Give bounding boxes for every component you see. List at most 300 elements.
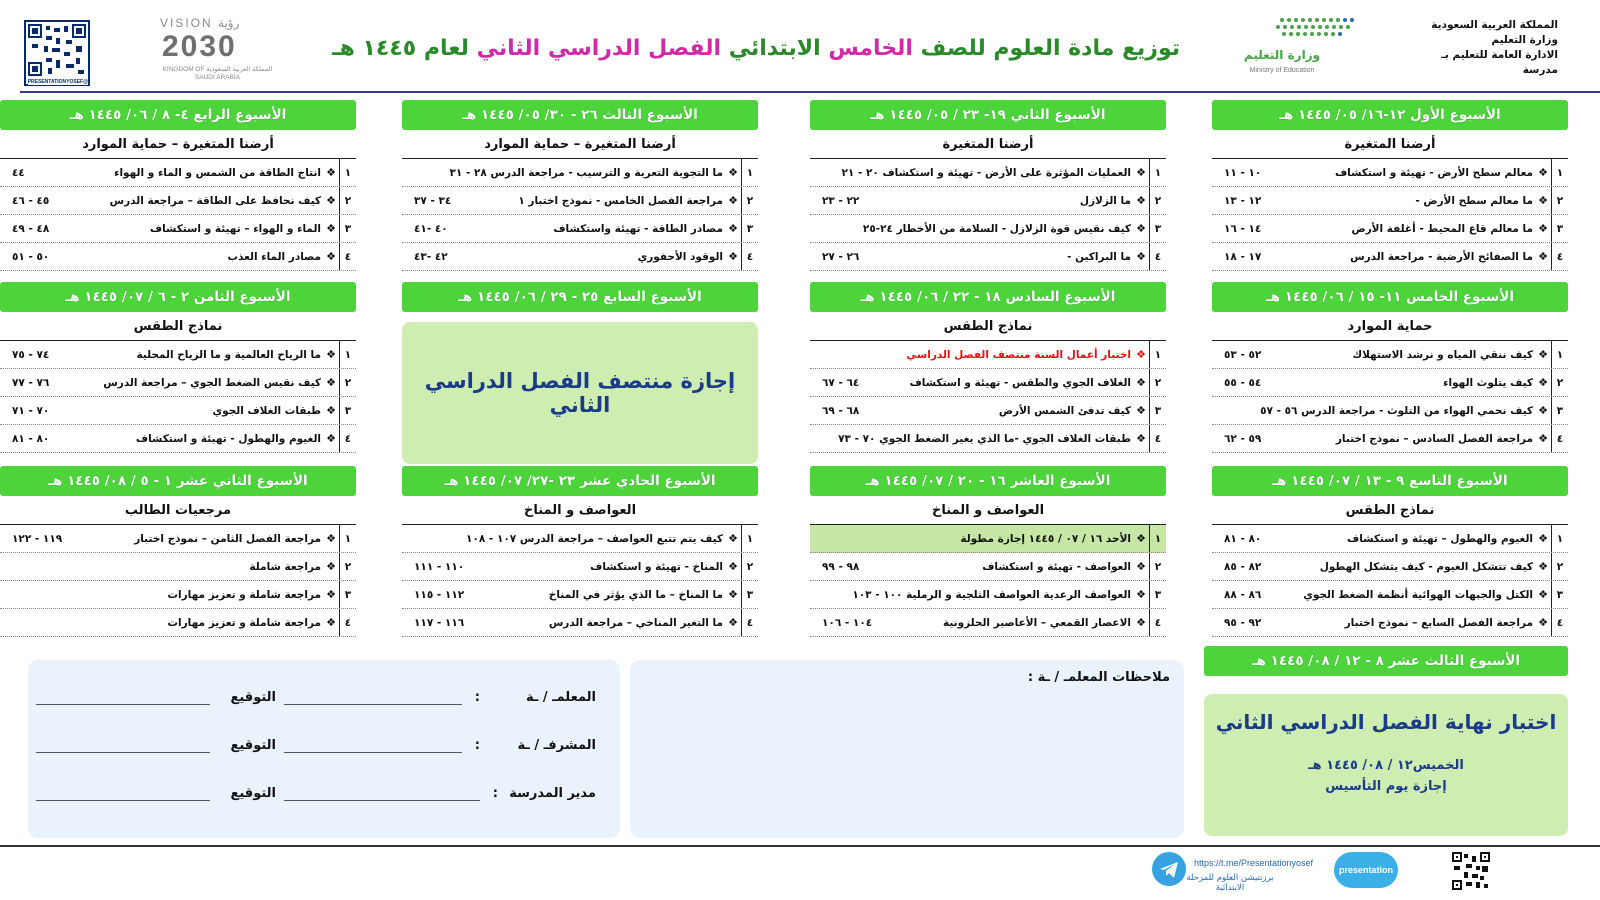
lesson-number: ١ [339,525,356,552]
lesson-row [0,159,356,187]
midterm-break-panel [402,322,758,464]
lesson-number: ٣ [339,215,356,242]
lesson-pages: ١٤ - ١٦ [1224,222,1262,235]
bullet-icon: ❖ [1136,222,1146,235]
lesson-number: ٤ [1551,243,1568,270]
moe-name-en: Ministry of Education [1249,67,1315,74]
lesson-pages: ٣٤ - ٣٧ [414,194,452,207]
lesson-row [1212,341,1568,369]
lesson-title: مصادر الماء العذب [227,250,321,263]
bullet-icon: ❖ [1538,194,1548,207]
lesson-title: ما معالم سطح الأرض - [1415,194,1533,207]
lesson-table [402,524,758,637]
lesson-row [1212,397,1568,425]
lesson-number: ١ [1551,341,1568,368]
week-unit-title: نماذج الطقس [133,319,223,334]
bullet-icon: ❖ [326,376,336,389]
week-unit-title: أرضنا المتغيرة [942,137,1034,152]
signature-role: مدير المدرسة [509,786,596,801]
lesson-pages: ٨٦ - ٨٨ [1224,588,1262,601]
presentation-badge[interactable]: presentation [1334,852,1398,888]
week-unit-title: أرضنا المتغيرة [1344,137,1436,152]
lesson-row [402,159,758,187]
lesson-title: معالم سطح الأرض - تهيئة و استكشاف [1334,166,1533,179]
lesson-pages: ٨٠ - ٨١ [1224,532,1262,545]
bullet-icon: ❖ [1136,250,1146,263]
bullet-icon: ❖ [1538,348,1548,361]
signature-field[interactable] [36,752,210,753]
final-exam-note: إجازة يوم التأسيس [1325,779,1447,794]
lesson-pages: ١١٢ - ١١٥ [414,588,465,601]
lesson-title: ما المناخ – ما الذي يؤثر في المناخ [548,588,723,601]
week-header: الأسبوع التاسع ٩ - ١٣ / ٠٧/ ١٤٤٥ هـ [1212,466,1568,496]
lesson-row [810,581,1166,609]
lesson-row [0,243,356,271]
qr-icon [1452,852,1490,890]
bullet-icon: ❖ [1136,376,1146,389]
role-name-field[interactable] [284,800,480,801]
bullet-icon: ❖ [1136,166,1146,179]
week-header: الأسبوع الخامس ١١- ١٥ / ٠٦/ ١٤٤٥ هـ [1212,282,1568,312]
telegram-subtitle: برزنتيشن العلوم للمرحلة الابتدائية [1186,873,1274,893]
bullet-icon: ❖ [1136,560,1146,573]
lesson-title: مراجعة شاملة و تعزيز مهارات [167,588,321,601]
ministry-line: الادارة العامة للتعليم بـ [1441,49,1558,61]
lesson-row [1212,187,1568,215]
lesson-title: ما الزلازل [1079,194,1131,207]
week-card [810,100,1166,271]
lesson-row [0,609,356,637]
bullet-icon: ❖ [1538,222,1548,235]
bullet-icon: ❖ [326,194,336,207]
lesson-title: مراجعة شاملة [249,560,321,573]
signatures-box [28,660,620,838]
lesson-title: العواصف الرعدية العواصف الثلجية و الرملية ١٠٠ - ١٠٣ [852,588,1131,601]
lesson-pages: ١٠٤ - ١٠٦ [822,616,873,629]
lesson-row [402,243,758,271]
lesson-title: الاعصار القمعي – الأعاصير الحلزونية [942,616,1131,629]
ministry-logo [1232,14,1362,80]
qr-caption: @PRESENTATIONYOSEF [27,79,88,85]
lesson-row [402,553,758,581]
lesson-row [1212,609,1568,637]
lesson-row [0,187,356,215]
lesson-row [0,397,356,425]
week-card [402,282,758,312]
lesson-title: طبقات الغلاف الجوي [212,404,321,417]
lesson-pages: ٨٠ - ٨١ [12,432,50,445]
lesson-pages: ٥٢ - ٥٣ [1224,348,1262,361]
bullet-icon: ❖ [326,532,336,545]
teacher-notes-box[interactable] [630,660,1184,838]
telegram-link[interactable]: https://t.me/Presentationyosef [1194,858,1314,868]
final-exam-panel [1204,694,1568,836]
lesson-title: الماء و الهواء – تهيئة و استكشاف [149,222,321,235]
bullet-icon: ❖ [1538,166,1548,179]
bullet-icon: ❖ [1538,404,1548,417]
lesson-pages: ٩٢ - ٩٥ [1224,616,1262,629]
week-header: الأسبوع الثاني ١٩- ٢٣ / ٠٥/ ١٤٤٥ هـ [810,100,1166,130]
title-part: لعام ١٤٤٥ هـ [332,36,477,61]
lesson-number: ٣ [1551,397,1568,424]
lesson-table [1212,158,1568,271]
lesson-row [810,243,1166,271]
lesson-pages: ٦٤ - ٦٧ [822,376,860,389]
lesson-table [0,524,356,637]
lesson-pages: ١١٦ - ١١٧ [414,616,465,629]
lesson-pages: ١٢ - ١٣ [1224,194,1262,207]
lesson-pages: ٨٢ - ٨٥ [1224,560,1262,573]
week-card [810,282,1166,453]
lesson-title: ما البراكين - [1067,250,1131,263]
week-unit-title: أرضنا المتغيرة – حماية الموارد [484,137,676,152]
lesson-row [810,553,1166,581]
bullet-icon: ❖ [1538,588,1548,601]
lesson-number: ٤ [339,609,356,636]
week-card [1212,100,1568,271]
lesson-title: مصادر الطاقة - تهيئة واستكشاف [553,222,723,235]
lesson-number: ١ [339,159,356,186]
bullet-icon: ❖ [1136,194,1146,207]
lesson-row [0,581,356,609]
signature-field[interactable] [36,704,210,705]
bullet-icon: ❖ [326,222,336,235]
lesson-row [0,215,356,243]
ministry-line: المملكة العربية السعودية [1431,19,1558,31]
lesson-row [0,425,356,453]
lesson-row [402,581,758,609]
bullet-icon: ❖ [728,166,738,179]
qr-icon [28,24,86,76]
lesson-pages: ٥٩ - ٦٢ [1224,432,1262,445]
lesson-title: كيف تدفئ الشمس الأرض [998,404,1131,417]
lesson-title: ما الصفائح الأرضية - مراجعة الدرس [1350,250,1533,263]
bullet-icon: ❖ [728,222,738,235]
lesson-number: ٢ [339,369,356,396]
lesson-number: ٤ [1149,243,1166,270]
lesson-pages: ٢٢ - ٢٣ [822,194,860,207]
week-header: الأسبوع الثاني عشر ١ - ٥ / ٠٨/ ١٤٤٥ هـ [0,466,356,496]
week-card [402,100,758,271]
lesson-row [1212,369,1568,397]
lesson-row [0,553,356,581]
lesson-number: ٣ [1149,215,1166,242]
vision-2030-logo [158,16,276,80]
bullet-icon: ❖ [326,560,336,573]
lesson-number: ١ [1149,159,1166,186]
week-card [1212,466,1568,637]
week-header: الأسبوع الثامن ٢ - ٦ / ٠٧/ ١٤٤٥ هـ [0,282,356,312]
lesson-row [1212,243,1568,271]
moe-dots-icon [1262,14,1362,46]
lesson-title: المناخ - تهيئة و استكشاف [590,560,723,573]
lesson-table [810,158,1166,271]
lesson-title: طبقات الغلاف الجوي -ما الذي يغير الضغط الجوي ٧٠ - ٧٣ [838,432,1131,445]
lesson-number: ٤ [741,243,758,270]
final-exam-date: الخميس١٢ / ٠٨/ ١٤٤٥ هـ [1308,758,1464,773]
lesson-title: ما التجوية التعرية و الترسيب - مراجعة الدرس ٢٨ - ٣١ [449,166,723,179]
vision-country: المملكة العربية السعودية KINGDOM OF SAUDI ARABIA [162,66,273,81]
lesson-title: الغيوم والهطول - تهيئة و استكشاف [135,432,321,445]
lesson-row [402,187,758,215]
week-header: الأسبوع الحادي عشر ٢٣ -٢٧/ ٠٧/ ١٤٤٥ هـ [402,466,758,496]
week-card [0,100,356,271]
final-exam-title: اختبار نهاية الفصل الدراسي الثاني [1215,710,1557,734]
header-divider [20,91,1600,93]
lesson-row [0,369,356,397]
lesson-row [810,397,1166,425]
notes-label: ملاحظات المعلمـ / ـة : [1027,670,1170,685]
signature-colon: : [492,786,498,801]
signature-field[interactable] [36,800,210,801]
lesson-table [1212,524,1568,637]
lesson-number: ١ [1551,525,1568,552]
lesson-row [810,215,1166,243]
lesson-table [810,340,1166,453]
footer-divider [0,845,1600,847]
signature-role: المشرفـ / ـة [517,738,596,753]
bullet-icon: ❖ [1538,616,1548,629]
lesson-row [810,525,1166,553]
lesson-row [810,425,1166,453]
bullet-icon: ❖ [728,588,738,601]
lesson-pages: ٥٤ - ٥٥ [1224,376,1262,389]
role-name-field[interactable] [284,752,462,753]
moe-name-ar: وزارة التعليم [1243,48,1321,62]
lesson-row [1212,215,1568,243]
lesson-pages: ٦٨ - ٦٩ [822,404,860,417]
lesson-number: ٤ [1551,425,1568,452]
lesson-number: ٢ [339,553,356,580]
lesson-pages: ١٧ - ١٨ [1224,250,1262,263]
lesson-title: مراجعة الفصل الثامن – نموذج اختبار [134,532,321,545]
signature-label: التوقيع [230,786,276,801]
role-name-field[interactable] [284,704,462,705]
signature-row [28,738,620,758]
lesson-title: كيف نقيس قوة الزلازل - السلامة من الأخطار ٢٤-٢٥ [862,222,1131,235]
lesson-number: ٢ [741,187,758,214]
lesson-title: الوقود الأحفوري [637,250,723,263]
lesson-number: ٢ [1149,369,1166,396]
ministry-block [1408,18,1558,78]
lesson-pages: ١٠ - ١١ [1224,166,1262,179]
lesson-title: مراجعة الفصل السابع – نموذج اختبار [1344,616,1533,629]
lesson-title: ما الرياح العالمية و ما الرياح المحلية [136,348,321,361]
lesson-title: الكتل والجبهات الهوائية أنظمة الضغط الجوي [1303,588,1533,601]
lesson-table [0,158,356,271]
lesson-pages: ٧٠ - ٧١ [12,404,50,417]
lesson-number: ١ [741,159,758,186]
bullet-icon: ❖ [1136,616,1146,629]
lesson-number: ٢ [1149,553,1166,580]
lesson-row [1212,425,1568,453]
lesson-title: كيف يتم تتبع العواصف – مراجعة الدرس ١٠٧ - ١٠٨ [466,532,723,545]
week-card [1212,282,1568,453]
week-unit-title: مرجعيات الطالب [124,503,232,518]
lesson-title: ما معالم قاع المحيط - أغلفة الأرض [1351,222,1533,235]
week-card [810,466,1166,637]
bullet-icon: ❖ [1538,532,1548,545]
week-unit-title: نماذج الطقس [943,319,1033,334]
lesson-row [402,215,758,243]
lesson-title: الأحد ١٦ / ٠٧ / ١٤٤٥ إجازة مطولة [960,532,1131,545]
bullet-icon: ❖ [1136,404,1146,417]
signature-row [28,690,620,710]
week-unit-title: أرضنا المتغيرة – حماية الموارد [82,137,274,152]
signature-role: المعلمـ / ـة [526,690,596,705]
week-card [402,466,758,637]
week-card [0,282,356,453]
lesson-number: ٢ [1551,187,1568,214]
lesson-title: كيف تتشكل الغيوم - كيف يتشكل الهطول [1319,560,1533,573]
lesson-number: ٣ [1149,397,1166,424]
lesson-table [402,158,758,271]
lesson-title: الغيوم والهطول – تهيئة و استكشاف [1347,532,1533,545]
lesson-number: ٤ [1149,425,1166,452]
lesson-title: الغلاف الجوي والطقس - تهيئة و استكشاف [909,376,1131,389]
lesson-number: ٢ [741,553,758,580]
lesson-pages: ١١٠ - ١١١ [414,560,465,573]
qr-code-top[interactable] [24,20,90,86]
lesson-title: العواصف - تهيئة و استكشاف [982,560,1131,573]
lesson-row [402,525,758,553]
lesson-number: ٤ [741,609,758,636]
lesson-number: ٤ [1149,609,1166,636]
lesson-number: ٣ [1149,581,1166,608]
lesson-pages: ١١٩ - ١٢٢ [12,532,63,545]
bullet-icon: ❖ [326,166,336,179]
lesson-pages: ٩٨ - ٩٩ [822,560,860,573]
title-part: الابتدائي [721,36,829,61]
week-header: الأسبوع العاشر ١٦ - ٢٠ / ٠٧/ ١٤٤٥ هـ [810,466,1166,496]
signature-label: التوقيع [230,690,276,705]
lesson-number: ٢ [1551,553,1568,580]
lesson-row [0,341,356,369]
lesson-title: مراجعة الفصل الخامس - نموذج اختبار ١ [518,194,723,207]
lesson-number: ٣ [1551,215,1568,242]
lesson-number: ٢ [339,187,356,214]
lesson-row [810,187,1166,215]
bullet-icon: ❖ [728,532,738,545]
title-grade: الخامس [828,36,913,61]
week-header: الأسبوع السادس ١٨ - ٢٢ / ٠٦/ ١٤٤٥ هـ [810,282,1166,312]
bullet-icon: ❖ [728,194,738,207]
bullet-icon: ❖ [1538,250,1548,263]
week-header: الأسبوع الأول ١٢-١٦/ ٠٥/ ١٤٤٥ هـ [1212,100,1568,130]
page-title [332,36,1180,61]
lesson-pages: ٤٠ -٤١ [414,222,448,235]
lesson-row [402,609,758,637]
lesson-row [810,159,1166,187]
lesson-number: ١ [741,525,758,552]
lesson-row [810,369,1166,397]
qr-code-bottom[interactable] [1452,852,1490,890]
bullet-icon: ❖ [326,404,336,417]
week-card [0,466,356,637]
lesson-title: اختبار أعمال السنة منتصف الفصل الدراسي [906,348,1131,361]
lesson-pages: ٤٥ - ٤٦ [12,194,50,207]
bullet-icon: ❖ [326,348,336,361]
lesson-title: العمليات المؤثرة على الأرض - تهيئة و استكشاف ٢٠ - ٢١ [841,166,1131,179]
lesson-number: ٤ [1551,609,1568,636]
bullet-icon: ❖ [326,588,336,601]
bullet-icon: ❖ [728,250,738,263]
vision-label: VISION رؤية [160,16,240,30]
lesson-pages: ٤٨ - ٤٩ [12,222,50,235]
week-unit-title: العواصف و المناخ [931,503,1045,518]
lesson-title: ما التغير المناخي – مراجعة الدرس [548,616,723,629]
lesson-number: ٣ [1551,581,1568,608]
lesson-row [1212,525,1568,553]
lesson-table [1212,340,1568,453]
bullet-icon: ❖ [1136,348,1146,361]
week-unit-title: نماذج الطقس [1345,503,1435,518]
week-header: الأسبوع السابع ٢٥ - ٢٩ / ٠٦/ ١٤٤٥ هـ [402,282,758,312]
lesson-pages: ٧٤ - ٧٥ [12,348,50,361]
week-header: الأسبوع الرابع ٤- ٨ / ٠٦/ ١٤٤٥ هـ [0,100,356,130]
lesson-number: ٣ [339,397,356,424]
lesson-title: كيف نقيس الضغط الجوي – مراجعة الدرس [103,376,321,389]
lesson-number: ١ [1551,159,1568,186]
bullet-icon: ❖ [1538,560,1548,573]
week-card [1204,646,1568,676]
lesson-pages: ٤٢ -٤٣ [414,250,448,263]
lesson-title: كيف نحافظ على الطاقة – مراجعة الدرس [109,194,321,207]
lesson-number: ٣ [741,581,758,608]
bullet-icon: ❖ [1538,432,1548,445]
week-unit-title: حماية الموارد [1347,319,1433,334]
lesson-table [810,524,1166,637]
midterm-break-text: إجازة منتصف الفصل الدراسي الثاني [424,369,736,417]
lesson-row [1212,553,1568,581]
lesson-title: كيف ننقي المياه و نرشد الاستهلاك [1352,348,1533,361]
week-header: الأسبوع الثالث ٢٦ - ٣٠/ ٠٥/ ١٤٤٥ هـ [402,100,758,130]
lesson-number: ١ [1149,525,1166,552]
week-unit-title: العواصف و المناخ [523,503,637,518]
bullet-icon: ❖ [1136,532,1146,545]
lesson-title: مراجعة شاملة و تعزيز مهارات [167,616,321,629]
lesson-pages: ٢٦ - ٢٧ [822,250,860,263]
bullet-icon: ❖ [1538,376,1548,389]
lesson-row [810,341,1166,369]
signature-colon: : [474,690,480,705]
lesson-row [1212,159,1568,187]
lesson-pages: ٤٤ [12,166,25,179]
lesson-title: كيف يتلوث الهواء [1443,376,1533,389]
lesson-title: انتاج الطاقة من الشمس و الماء و الهواء [114,166,321,179]
signature-label: التوقيع [230,738,276,753]
lesson-number: ٣ [741,215,758,242]
signature-row [28,786,620,806]
lesson-number: ٢ [1149,187,1166,214]
lesson-pages: ٧٦ - ٧٧ [12,376,50,389]
bullet-icon: ❖ [728,616,738,629]
lesson-row [0,525,356,553]
ministry-line: مدرسة [1522,64,1558,76]
lesson-number: ٤ [339,243,356,270]
week-header: الأسبوع الثالث عشر ٨ - ١٢ / ٠٨/ ١٤٤٥ هـ [1204,646,1568,676]
title-term: الفصل الدراسي الثاني [476,36,722,61]
lesson-row [1212,581,1568,609]
bullet-icon: ❖ [326,616,336,629]
lesson-row [810,609,1166,637]
lesson-number: ١ [339,341,356,368]
bullet-icon: ❖ [1136,432,1146,445]
lesson-table [0,340,356,453]
bullet-icon: ❖ [326,432,336,445]
lesson-title: مراجعة الفصل السادس – نموذج اختبار [1335,432,1533,445]
lesson-number: ١ [1149,341,1166,368]
